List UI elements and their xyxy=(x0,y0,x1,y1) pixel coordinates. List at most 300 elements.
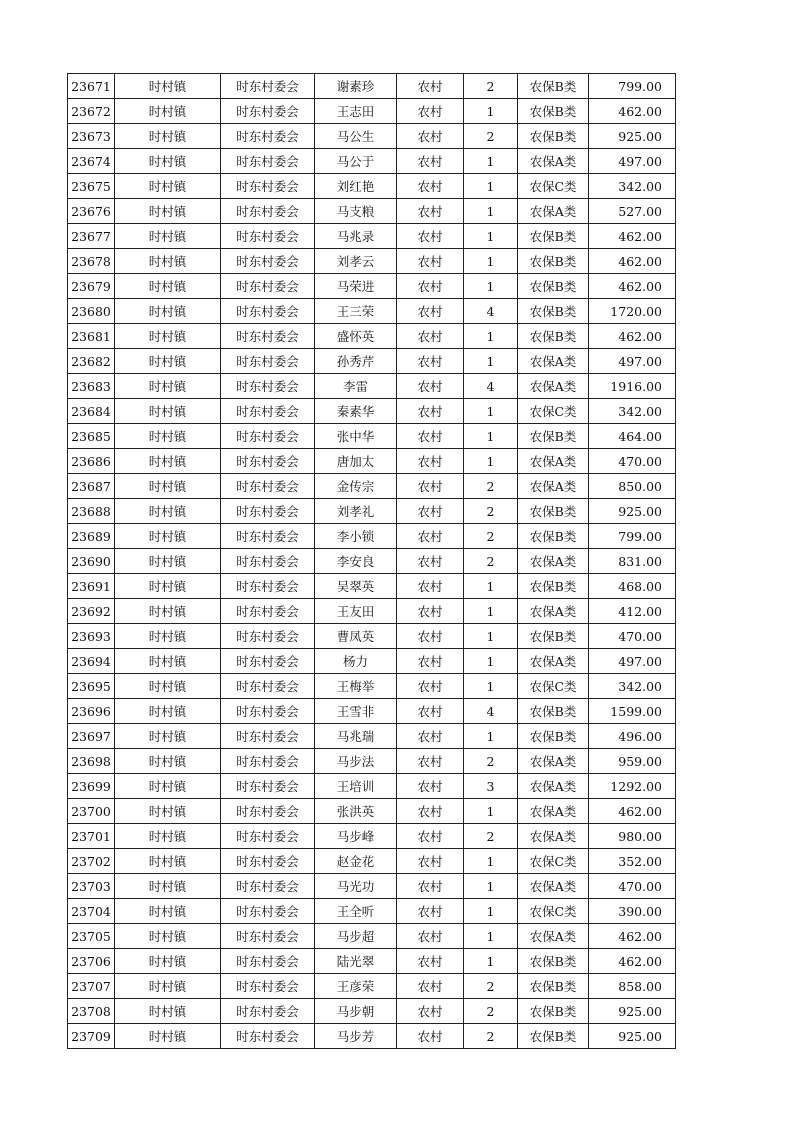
table-row xyxy=(68,499,676,524)
record-id-cell: 23673 xyxy=(68,124,115,149)
amount-cell: 462.00 xyxy=(589,249,676,274)
household-count-cell: 1 xyxy=(464,649,518,674)
area-type-cell: 农村 xyxy=(397,74,464,99)
table-row xyxy=(68,749,676,774)
town-cell: 时村镇 xyxy=(115,874,221,899)
village-committee-cell: 时东村委会 xyxy=(221,974,315,999)
table-row xyxy=(68,574,676,599)
village-committee-cell: 时东村委会 xyxy=(221,774,315,799)
village-committee-cell: 时东村委会 xyxy=(221,449,315,474)
household-count-cell: 1 xyxy=(464,449,518,474)
town-cell: 时村镇 xyxy=(115,824,221,849)
area-type-cell: 农村 xyxy=(397,574,464,599)
record-id-cell: 23681 xyxy=(68,324,115,349)
village-committee-cell: 时东村委会 xyxy=(221,674,315,699)
name-cell: 王雪非 xyxy=(315,699,397,724)
town-cell: 时村镇 xyxy=(115,424,221,449)
table-row xyxy=(68,299,676,324)
village-committee-cell: 时东村委会 xyxy=(221,424,315,449)
household-count-cell: 1 xyxy=(464,849,518,874)
record-id-cell: 23672 xyxy=(68,99,115,124)
town-cell: 时村镇 xyxy=(115,699,221,724)
name-cell: 王梅举 xyxy=(315,674,397,699)
table-row xyxy=(68,999,676,1024)
town-cell: 时村镇 xyxy=(115,149,221,174)
name-cell: 李安良 xyxy=(315,549,397,574)
village-committee-cell: 时东村委会 xyxy=(221,274,315,299)
town-cell: 时村镇 xyxy=(115,849,221,874)
household-count-cell: 1 xyxy=(464,624,518,649)
table-row xyxy=(68,224,676,249)
name-cell: 王全听 xyxy=(315,899,397,924)
town-cell: 时村镇 xyxy=(115,449,221,474)
household-count-cell: 2 xyxy=(464,474,518,499)
area-type-cell: 农村 xyxy=(397,124,464,149)
category-cell: 农保A类 xyxy=(518,774,589,799)
category-cell: 农保A类 xyxy=(518,474,589,499)
amount-cell: 497.00 xyxy=(589,649,676,674)
town-cell: 时村镇 xyxy=(115,199,221,224)
household-count-cell: 1 xyxy=(464,324,518,349)
town-cell: 时村镇 xyxy=(115,124,221,149)
record-id-cell: 23707 xyxy=(68,974,115,999)
household-count-cell: 2 xyxy=(464,74,518,99)
table-row xyxy=(68,699,676,724)
amount-cell: 462.00 xyxy=(589,224,676,249)
ledger-body xyxy=(68,74,676,1049)
village-committee-cell: 时东村委会 xyxy=(221,899,315,924)
amount-cell: 462.00 xyxy=(589,924,676,949)
category-cell: 农保B类 xyxy=(518,249,589,274)
amount-cell: 462.00 xyxy=(589,324,676,349)
village-committee-cell: 时东村委会 xyxy=(221,74,315,99)
name-cell: 马兆瑞 xyxy=(315,724,397,749)
category-cell: 农保B类 xyxy=(518,324,589,349)
household-count-cell: 2 xyxy=(464,749,518,774)
household-count-cell: 1 xyxy=(464,349,518,374)
area-type-cell: 农村 xyxy=(397,374,464,399)
category-cell: 农保A类 xyxy=(518,449,589,474)
table-row xyxy=(68,399,676,424)
area-type-cell: 农村 xyxy=(397,824,464,849)
category-cell: 农保A类 xyxy=(518,924,589,949)
household-count-cell: 2 xyxy=(464,499,518,524)
area-type-cell: 农村 xyxy=(397,499,464,524)
name-cell: 马光功 xyxy=(315,874,397,899)
table-row xyxy=(68,174,676,199)
area-type-cell: 农村 xyxy=(397,599,464,624)
village-committee-cell: 时东村委会 xyxy=(221,374,315,399)
amount-cell: 831.00 xyxy=(589,549,676,574)
category-cell: 农保A类 xyxy=(518,799,589,824)
town-cell: 时村镇 xyxy=(115,724,221,749)
town-cell: 时村镇 xyxy=(115,674,221,699)
record-id-cell: 23704 xyxy=(68,899,115,924)
category-cell: 农保A类 xyxy=(518,374,589,399)
amount-cell: 850.00 xyxy=(589,474,676,499)
area-type-cell: 农村 xyxy=(397,749,464,774)
area-type-cell: 农村 xyxy=(397,274,464,299)
household-count-cell: 2 xyxy=(464,999,518,1024)
table-row xyxy=(68,99,676,124)
town-cell: 时村镇 xyxy=(115,74,221,99)
amount-cell: 462.00 xyxy=(589,799,676,824)
record-id-cell: 23695 xyxy=(68,674,115,699)
table-row xyxy=(68,249,676,274)
amount-cell: 390.00 xyxy=(589,899,676,924)
town-cell: 时村镇 xyxy=(115,999,221,1024)
village-committee-cell: 时东村委会 xyxy=(221,199,315,224)
amount-cell: 462.00 xyxy=(589,949,676,974)
amount-cell: 342.00 xyxy=(589,674,676,699)
household-count-cell: 1 xyxy=(464,799,518,824)
table-row xyxy=(68,674,676,699)
category-cell: 农保B类 xyxy=(518,74,589,99)
area-type-cell: 农村 xyxy=(397,399,464,424)
name-cell: 李雷 xyxy=(315,374,397,399)
record-id-cell: 23678 xyxy=(68,249,115,274)
category-cell: 农保C类 xyxy=(518,399,589,424)
village-committee-cell: 时东村委会 xyxy=(221,724,315,749)
name-cell: 陆光翠 xyxy=(315,949,397,974)
category-cell: 农保B类 xyxy=(518,274,589,299)
table-row xyxy=(68,199,676,224)
amount-cell: 980.00 xyxy=(589,824,676,849)
name-cell: 王彦荣 xyxy=(315,974,397,999)
village-committee-cell: 时东村委会 xyxy=(221,349,315,374)
area-type-cell: 农村 xyxy=(397,549,464,574)
table-row xyxy=(68,849,676,874)
village-committee-cell: 时东村委会 xyxy=(221,524,315,549)
record-id-cell: 23709 xyxy=(68,1024,115,1049)
village-committee-cell: 时东村委会 xyxy=(221,574,315,599)
category-cell: 农保B类 xyxy=(518,524,589,549)
name-cell: 马步朝 xyxy=(315,999,397,1024)
village-committee-cell: 时东村委会 xyxy=(221,599,315,624)
area-type-cell: 农村 xyxy=(397,949,464,974)
table-row xyxy=(68,474,676,499)
amount-cell: 1292.00 xyxy=(589,774,676,799)
village-committee-cell: 时东村委会 xyxy=(221,474,315,499)
town-cell: 时村镇 xyxy=(115,924,221,949)
record-id-cell: 23688 xyxy=(68,499,115,524)
area-type-cell: 农村 xyxy=(397,224,464,249)
amount-cell: 470.00 xyxy=(589,624,676,649)
record-id-cell: 23703 xyxy=(68,874,115,899)
record-id-cell: 23679 xyxy=(68,274,115,299)
area-type-cell: 农村 xyxy=(397,974,464,999)
village-committee-cell: 时东村委会 xyxy=(221,874,315,899)
household-count-cell: 2 xyxy=(464,124,518,149)
record-id-cell: 23694 xyxy=(68,649,115,674)
area-type-cell: 农村 xyxy=(397,924,464,949)
area-type-cell: 农村 xyxy=(397,699,464,724)
village-committee-cell: 时东村委会 xyxy=(221,649,315,674)
name-cell: 马兆录 xyxy=(315,224,397,249)
table-row xyxy=(68,1024,676,1049)
name-cell: 马公生 xyxy=(315,124,397,149)
town-cell: 时村镇 xyxy=(115,249,221,274)
amount-cell: 799.00 xyxy=(589,524,676,549)
household-count-cell: 3 xyxy=(464,774,518,799)
table-row xyxy=(68,124,676,149)
record-id-cell: 23708 xyxy=(68,999,115,1024)
town-cell: 时村镇 xyxy=(115,224,221,249)
name-cell: 刘孝礼 xyxy=(315,499,397,524)
amount-cell: 959.00 xyxy=(589,749,676,774)
area-type-cell: 农村 xyxy=(397,849,464,874)
town-cell: 时村镇 xyxy=(115,274,221,299)
name-cell: 张洪英 xyxy=(315,799,397,824)
name-cell: 王志田 xyxy=(315,99,397,124)
area-type-cell: 农村 xyxy=(397,474,464,499)
town-cell: 时村镇 xyxy=(115,774,221,799)
village-committee-cell: 时东村委会 xyxy=(221,499,315,524)
household-count-cell: 4 xyxy=(464,299,518,324)
name-cell: 张中华 xyxy=(315,424,397,449)
village-committee-cell: 时东村委会 xyxy=(221,799,315,824)
category-cell: 农保C类 xyxy=(518,899,589,924)
name-cell: 吴翠英 xyxy=(315,574,397,599)
amount-cell: 1720.00 xyxy=(589,299,676,324)
name-cell: 唐加太 xyxy=(315,449,397,474)
record-id-cell: 23700 xyxy=(68,799,115,824)
amount-cell: 462.00 xyxy=(589,274,676,299)
household-count-cell: 1 xyxy=(464,924,518,949)
town-cell: 时村镇 xyxy=(115,524,221,549)
category-cell: 农保B类 xyxy=(518,699,589,724)
area-type-cell: 农村 xyxy=(397,299,464,324)
record-id-cell: 23686 xyxy=(68,449,115,474)
category-cell: 农保A类 xyxy=(518,549,589,574)
category-cell: 农保A类 xyxy=(518,874,589,899)
town-cell: 时村镇 xyxy=(115,749,221,774)
town-cell: 时村镇 xyxy=(115,99,221,124)
name-cell: 王友田 xyxy=(315,599,397,624)
amount-cell: 1916.00 xyxy=(589,374,676,399)
record-id-cell: 23693 xyxy=(68,624,115,649)
table-row xyxy=(68,524,676,549)
town-cell: 时村镇 xyxy=(115,174,221,199)
amount-cell: 468.00 xyxy=(589,574,676,599)
category-cell: 农保B类 xyxy=(518,124,589,149)
record-id-cell: 23684 xyxy=(68,399,115,424)
table-row xyxy=(68,424,676,449)
table-row xyxy=(68,824,676,849)
amount-cell: 527.00 xyxy=(589,199,676,224)
record-id-cell: 23701 xyxy=(68,824,115,849)
category-cell: 农保B类 xyxy=(518,424,589,449)
household-count-cell: 4 xyxy=(464,374,518,399)
village-committee-cell: 时东村委会 xyxy=(221,174,315,199)
village-committee-cell: 时东村委会 xyxy=(221,549,315,574)
area-type-cell: 农村 xyxy=(397,349,464,374)
area-type-cell: 农村 xyxy=(397,324,464,349)
record-id-cell: 23674 xyxy=(68,149,115,174)
household-count-cell: 4 xyxy=(464,699,518,724)
household-count-cell: 1 xyxy=(464,899,518,924)
benefit-ledger-table xyxy=(67,73,676,1049)
area-type-cell: 农村 xyxy=(397,649,464,674)
area-type-cell: 农村 xyxy=(397,1024,464,1049)
town-cell: 时村镇 xyxy=(115,949,221,974)
village-committee-cell: 时东村委会 xyxy=(221,249,315,274)
table-row xyxy=(68,649,676,674)
category-cell: 农保C类 xyxy=(518,674,589,699)
table-row xyxy=(68,949,676,974)
area-type-cell: 农村 xyxy=(397,149,464,174)
household-count-cell: 1 xyxy=(464,199,518,224)
amount-cell: 462.00 xyxy=(589,99,676,124)
category-cell: 农保A类 xyxy=(518,649,589,674)
name-cell: 王培训 xyxy=(315,774,397,799)
household-count-cell: 1 xyxy=(464,574,518,599)
village-committee-cell: 时东村委会 xyxy=(221,949,315,974)
category-cell: 农保B类 xyxy=(518,724,589,749)
category-cell: 农保A类 xyxy=(518,349,589,374)
town-cell: 时村镇 xyxy=(115,574,221,599)
record-id-cell: 23682 xyxy=(68,349,115,374)
table-row xyxy=(68,974,676,999)
record-id-cell: 23691 xyxy=(68,574,115,599)
category-cell: 农保B类 xyxy=(518,224,589,249)
table-row xyxy=(68,274,676,299)
table-row xyxy=(68,924,676,949)
category-cell: 农保A类 xyxy=(518,149,589,174)
household-count-cell: 1 xyxy=(464,99,518,124)
household-count-cell: 1 xyxy=(464,874,518,899)
name-cell: 马公于 xyxy=(315,149,397,174)
amount-cell: 412.00 xyxy=(589,599,676,624)
town-cell: 时村镇 xyxy=(115,599,221,624)
area-type-cell: 农村 xyxy=(397,174,464,199)
name-cell: 王三荣 xyxy=(315,299,397,324)
town-cell: 时村镇 xyxy=(115,624,221,649)
area-type-cell: 农村 xyxy=(397,524,464,549)
household-count-cell: 2 xyxy=(464,974,518,999)
household-count-cell: 1 xyxy=(464,149,518,174)
town-cell: 时村镇 xyxy=(115,974,221,999)
area-type-cell: 农村 xyxy=(397,774,464,799)
category-cell: 农保A类 xyxy=(518,749,589,774)
table-row xyxy=(68,549,676,574)
record-id-cell: 23687 xyxy=(68,474,115,499)
record-id-cell: 23676 xyxy=(68,199,115,224)
category-cell: 农保B类 xyxy=(518,949,589,974)
household-count-cell: 1 xyxy=(464,249,518,274)
amount-cell: 858.00 xyxy=(589,974,676,999)
name-cell: 刘孝云 xyxy=(315,249,397,274)
town-cell: 时村镇 xyxy=(115,799,221,824)
village-committee-cell: 时东村委会 xyxy=(221,324,315,349)
record-id-cell: 23706 xyxy=(68,949,115,974)
name-cell: 马荣进 xyxy=(315,274,397,299)
town-cell: 时村镇 xyxy=(115,349,221,374)
town-cell: 时村镇 xyxy=(115,1024,221,1049)
area-type-cell: 农村 xyxy=(397,99,464,124)
household-count-cell: 1 xyxy=(464,399,518,424)
name-cell: 赵金花 xyxy=(315,849,397,874)
amount-cell: 352.00 xyxy=(589,849,676,874)
amount-cell: 464.00 xyxy=(589,424,676,449)
town-cell: 时村镇 xyxy=(115,899,221,924)
town-cell: 时村镇 xyxy=(115,649,221,674)
record-id-cell: 23705 xyxy=(68,924,115,949)
table-row xyxy=(68,874,676,899)
village-committee-cell: 时东村委会 xyxy=(221,399,315,424)
table-row xyxy=(68,774,676,799)
name-cell: 刘红艳 xyxy=(315,174,397,199)
name-cell: 杨力 xyxy=(315,649,397,674)
name-cell: 马步超 xyxy=(315,924,397,949)
table-row xyxy=(68,624,676,649)
name-cell: 马步法 xyxy=(315,749,397,774)
table-row xyxy=(68,449,676,474)
village-committee-cell: 时东村委会 xyxy=(221,699,315,724)
household-count-cell: 1 xyxy=(464,424,518,449)
town-cell: 时村镇 xyxy=(115,374,221,399)
amount-cell: 925.00 xyxy=(589,499,676,524)
household-count-cell: 2 xyxy=(464,1024,518,1049)
amount-cell: 799.00 xyxy=(589,74,676,99)
category-cell: 农保C类 xyxy=(518,174,589,199)
category-cell: 农保A类 xyxy=(518,824,589,849)
household-count-cell: 1 xyxy=(464,599,518,624)
village-committee-cell: 时东村委会 xyxy=(221,149,315,174)
table-row xyxy=(68,599,676,624)
area-type-cell: 农村 xyxy=(397,899,464,924)
name-cell: 马步峰 xyxy=(315,824,397,849)
record-id-cell: 23685 xyxy=(68,424,115,449)
town-cell: 时村镇 xyxy=(115,549,221,574)
household-count-cell: 1 xyxy=(464,674,518,699)
record-id-cell: 23692 xyxy=(68,599,115,624)
area-type-cell: 农村 xyxy=(397,674,464,699)
category-cell: 农保B类 xyxy=(518,499,589,524)
name-cell: 马步芳 xyxy=(315,1024,397,1049)
area-type-cell: 农村 xyxy=(397,874,464,899)
amount-cell: 496.00 xyxy=(589,724,676,749)
record-id-cell: 23702 xyxy=(68,849,115,874)
village-committee-cell: 时东村委会 xyxy=(221,124,315,149)
amount-cell: 342.00 xyxy=(589,399,676,424)
record-id-cell: 23690 xyxy=(68,549,115,574)
area-type-cell: 农村 xyxy=(397,424,464,449)
village-committee-cell: 时东村委会 xyxy=(221,924,315,949)
category-cell: 农保B类 xyxy=(518,624,589,649)
record-id-cell: 23699 xyxy=(68,774,115,799)
area-type-cell: 农村 xyxy=(397,799,464,824)
name-cell: 孙秀芹 xyxy=(315,349,397,374)
household-count-cell: 1 xyxy=(464,174,518,199)
amount-cell: 342.00 xyxy=(589,174,676,199)
village-committee-cell: 时东村委会 xyxy=(221,624,315,649)
table-row xyxy=(68,349,676,374)
household-count-cell: 2 xyxy=(464,524,518,549)
record-id-cell: 23696 xyxy=(68,699,115,724)
table-row xyxy=(68,799,676,824)
record-id-cell: 23680 xyxy=(68,299,115,324)
village-committee-cell: 时东村委会 xyxy=(221,99,315,124)
village-committee-cell: 时东村委会 xyxy=(221,299,315,324)
town-cell: 时村镇 xyxy=(115,499,221,524)
record-id-cell: 23689 xyxy=(68,524,115,549)
table-row xyxy=(68,149,676,174)
name-cell: 谢素珍 xyxy=(315,74,397,99)
table-row xyxy=(68,324,676,349)
village-committee-cell: 时东村委会 xyxy=(221,749,315,774)
record-id-cell: 23675 xyxy=(68,174,115,199)
